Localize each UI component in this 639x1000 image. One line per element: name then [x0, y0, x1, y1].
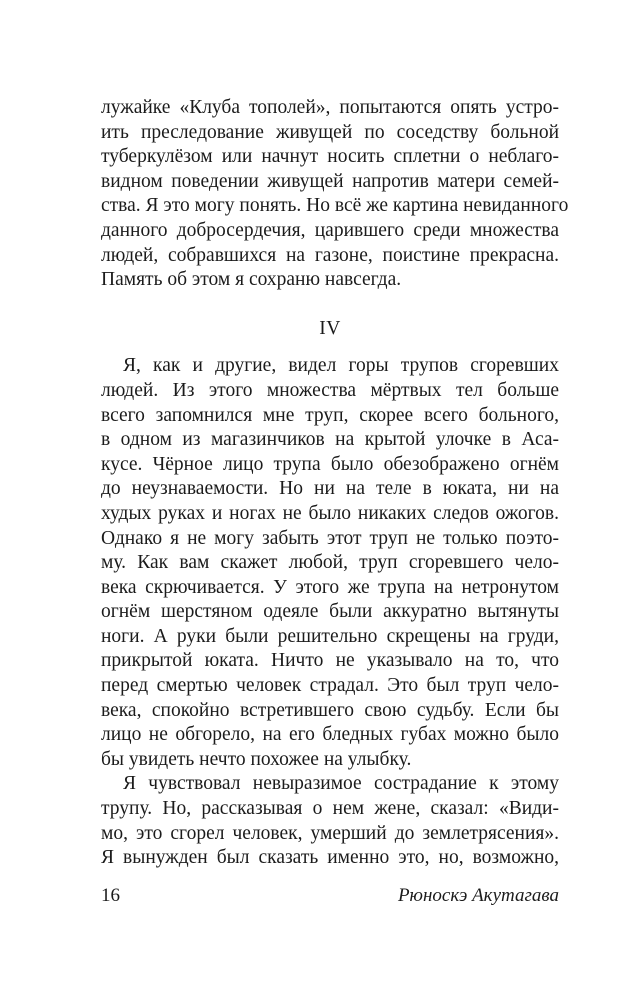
text-line: до неузнаваемости. Но ни на теле в юката, ни на	[101, 478, 559, 500]
text-line: ноги. А руки были решительно скрещены на груди,	[101, 625, 559, 647]
text-line: века, спокойно встретившего свою судьбу. Если бы	[101, 699, 559, 721]
paragraph-3	[101, 772, 559, 870]
page-number: 16	[101, 885, 120, 906]
running-author: Рюноскэ Акутагава	[397, 885, 559, 906]
text-line: Я вынужден был сказать именно это, но, возможно,	[101, 847, 559, 869]
text-line: бы увидеть нечто похожее на улыбку.	[101, 748, 412, 770]
text-line: Я чувствовал невыразимое сострадание к этому	[123, 773, 559, 795]
text-line: худых руках и ногах не было никаких следов ожогов.	[101, 502, 559, 524]
text-line: Память об этом я сохраню навсегда.	[101, 269, 402, 291]
text-line: всего запомнился мне труп, скорее всего больного,	[101, 404, 559, 426]
text-line: туберкулёзом или начнут носить сплетни о неблаго-	[101, 146, 559, 168]
paragraph-2	[101, 354, 559, 772]
text-line: лицо не обгорело, на его бледных губах можно было	[101, 724, 559, 746]
text-line: огнём шерстяном одеяле были аккуратно вытянуты	[101, 601, 559, 623]
book-page	[101, 96, 569, 871]
section-heading: IV	[319, 317, 341, 339]
text-line: трупу. Но, рассказывая о нем жене, сказал: «Види-	[101, 798, 559, 820]
text-line: в одном из магазинчиков на крытой улочке в Аса-	[101, 429, 559, 451]
text-line: людей, собравшихся на газоне, поистине прекрасна.	[101, 244, 559, 266]
paragraph-1	[101, 96, 569, 293]
text-line: данного добросердечия, царившего среди множества	[101, 219, 559, 241]
text-line: века скрючивается. У этого же трупа на нетронутом	[101, 576, 559, 598]
text-line: му. Как вам скажет любой, труп сгоревшего чело-	[101, 552, 559, 574]
text-line: ства. Я это могу понять. Но всё же картина невиданного	[101, 195, 569, 217]
text-line: мо, это сгорел человек, умерший до землетрясения».	[101, 822, 559, 844]
text-line: Я, как и другие, видел горы трупов сгоревших	[123, 355, 559, 377]
text-line: перед смертью человек страдал. Это был труп чело-	[101, 675, 559, 697]
text-line: видном поведении живущей напротив матери семей-	[101, 170, 559, 192]
text-line: кусе. Чёрное лицо трупа было обезображено огнём	[101, 453, 559, 475]
text-line: прикрытой юката. Ничто не указывало на то, что	[101, 650, 559, 672]
text-line: ить преследование живущей по соседству больной	[101, 121, 559, 143]
text-line: Однако я не могу забыть этот труп не только поэто-	[101, 527, 559, 549]
text-line: людей. Из этого множества мёртвых тел больше	[101, 379, 559, 401]
text-line: лужайке «Клуба тополей», попытаются опять устро-	[101, 97, 559, 118]
